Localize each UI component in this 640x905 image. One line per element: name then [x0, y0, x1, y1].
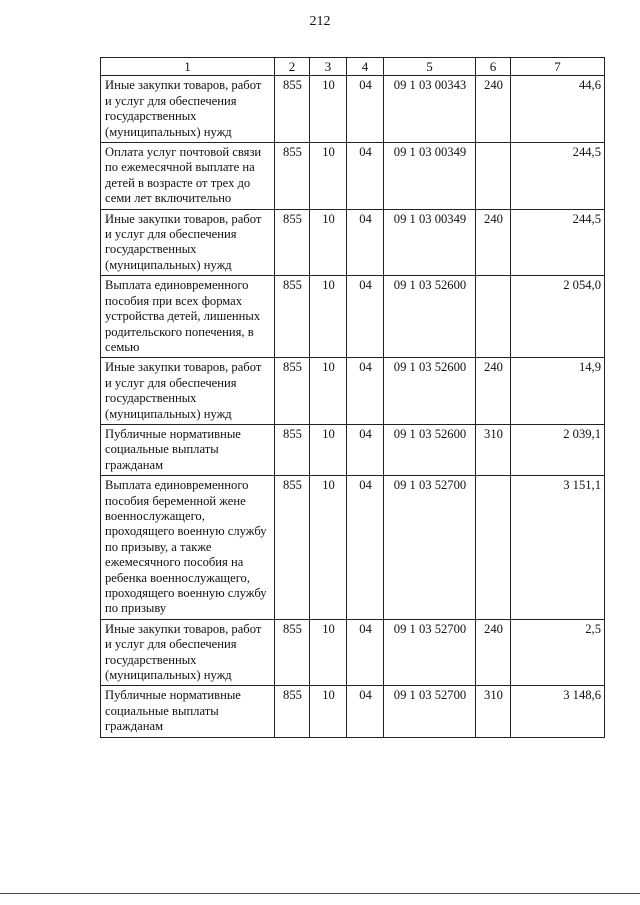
budget-table [100, 57, 605, 738]
row-name-cell: Публичные нормативные социальные выплаты гражданам [101, 686, 275, 737]
section-cell: 10 [310, 476, 347, 620]
target-article-cell: 09 1 03 52600 [384, 358, 476, 425]
row-name-cell: Публичные нормативные социальные выплаты гражданам [101, 424, 275, 475]
table-row [101, 209, 605, 276]
subsection-cell: 04 [347, 276, 384, 358]
expense-type-cell: 240 [476, 619, 511, 686]
ministry-code-cell: 855 [275, 686, 310, 737]
expense-type-cell: 310 [476, 686, 511, 737]
table-row [101, 619, 605, 686]
amount-cell: 2 039,1 [511, 424, 605, 475]
section-cell: 10 [310, 358, 347, 425]
table-row [101, 76, 605, 143]
row-name-cell: Оплата услуг почтовой связи по ежемесячной выплате на детей в возрасте от трех до семи лет включительно [101, 143, 275, 210]
section-cell: 10 [310, 76, 347, 143]
subsection-cell: 04 [347, 619, 384, 686]
target-article-cell: 09 1 03 52700 [384, 619, 476, 686]
header-col-2: 2 [275, 58, 310, 76]
section-cell: 10 [310, 209, 347, 276]
amount-cell: 2,5 [511, 619, 605, 686]
subsection-cell: 04 [347, 686, 384, 737]
expense-type-cell: 240 [476, 358, 511, 425]
amount-cell: 44,6 [511, 76, 605, 143]
expense-type-cell [476, 276, 511, 358]
target-article-cell: 09 1 03 00349 [384, 209, 476, 276]
target-article-cell: 09 1 03 52700 [384, 476, 476, 620]
amount-cell: 244,5 [511, 143, 605, 210]
expense-type-cell [476, 143, 511, 210]
section-cell: 10 [310, 686, 347, 737]
section-cell: 10 [310, 619, 347, 686]
header-col-7: 7 [511, 58, 605, 76]
header-col-6: 6 [476, 58, 511, 76]
ministry-code-cell: 855 [275, 358, 310, 425]
section-cell: 10 [310, 424, 347, 475]
section-cell: 10 [310, 276, 347, 358]
target-article-cell: 09 1 03 00343 [384, 76, 476, 143]
subsection-cell: 04 [347, 358, 384, 425]
row-name-cell: Иные закупки товаров, работ и услуг для обеспечения государственных (муниципальных) нужд [101, 358, 275, 425]
header-col-4: 4 [347, 58, 384, 76]
table-row [101, 476, 605, 620]
amount-cell: 3 151,1 [511, 476, 605, 620]
ministry-code-cell: 855 [275, 424, 310, 475]
row-name-cell: Иные закупки товаров, работ и услуг для обеспечения государственных (муниципальных) нужд [101, 76, 275, 143]
table-row [101, 424, 605, 475]
expense-type-cell [476, 476, 511, 620]
header-col-3: 3 [310, 58, 347, 76]
table-row [101, 276, 605, 358]
header-col-5: 5 [384, 58, 476, 76]
row-name-cell: Иные закупки товаров, работ и услуг для обеспечения государственных (муниципальных) нужд [101, 209, 275, 276]
target-article-cell: 09 1 03 52600 [384, 276, 476, 358]
subsection-cell: 04 [347, 143, 384, 210]
row-name-cell: Выплата единовременного пособия при всех формах устройства детей, лишенных родительского попечения, в семью [101, 276, 275, 358]
expense-type-cell: 240 [476, 76, 511, 143]
row-name-cell: Выплата единовременного пособия беременной жене военнослужащего, проходящего военную службу по призыву, а также ежемесячного пособия на ребенка военнослужащего, проходящего военную службу по призыву [101, 476, 275, 620]
target-article-cell: 09 1 03 00349 [384, 143, 476, 210]
scan-edge-line [0, 893, 640, 894]
ministry-code-cell: 855 [275, 619, 310, 686]
expense-type-cell: 240 [476, 209, 511, 276]
ministry-code-cell: 855 [275, 276, 310, 358]
row-name-cell: Иные закупки товаров, работ и услуг для обеспечения государственных (муниципальных) нужд [101, 619, 275, 686]
ministry-code-cell: 855 [275, 476, 310, 620]
ministry-code-cell: 855 [275, 143, 310, 210]
table-row [101, 686, 605, 737]
target-article-cell: 09 1 03 52700 [384, 686, 476, 737]
subsection-cell: 04 [347, 476, 384, 620]
section-cell: 10 [310, 143, 347, 210]
amount-cell: 3 148,6 [511, 686, 605, 737]
header-col-1: 1 [101, 58, 275, 76]
table-header-row [101, 58, 605, 76]
table-row [101, 143, 605, 210]
target-article-cell: 09 1 03 52600 [384, 424, 476, 475]
subsection-cell: 04 [347, 209, 384, 276]
amount-cell: 14,9 [511, 358, 605, 425]
table-row [101, 358, 605, 425]
page-number: 212 [309, 14, 331, 29]
ministry-code-cell: 855 [275, 76, 310, 143]
amount-cell: 244,5 [511, 209, 605, 276]
subsection-cell: 04 [347, 76, 384, 143]
expense-type-cell: 310 [476, 424, 511, 475]
amount-cell: 2 054,0 [511, 276, 605, 358]
ministry-code-cell: 855 [275, 209, 310, 276]
subsection-cell: 04 [347, 424, 384, 475]
